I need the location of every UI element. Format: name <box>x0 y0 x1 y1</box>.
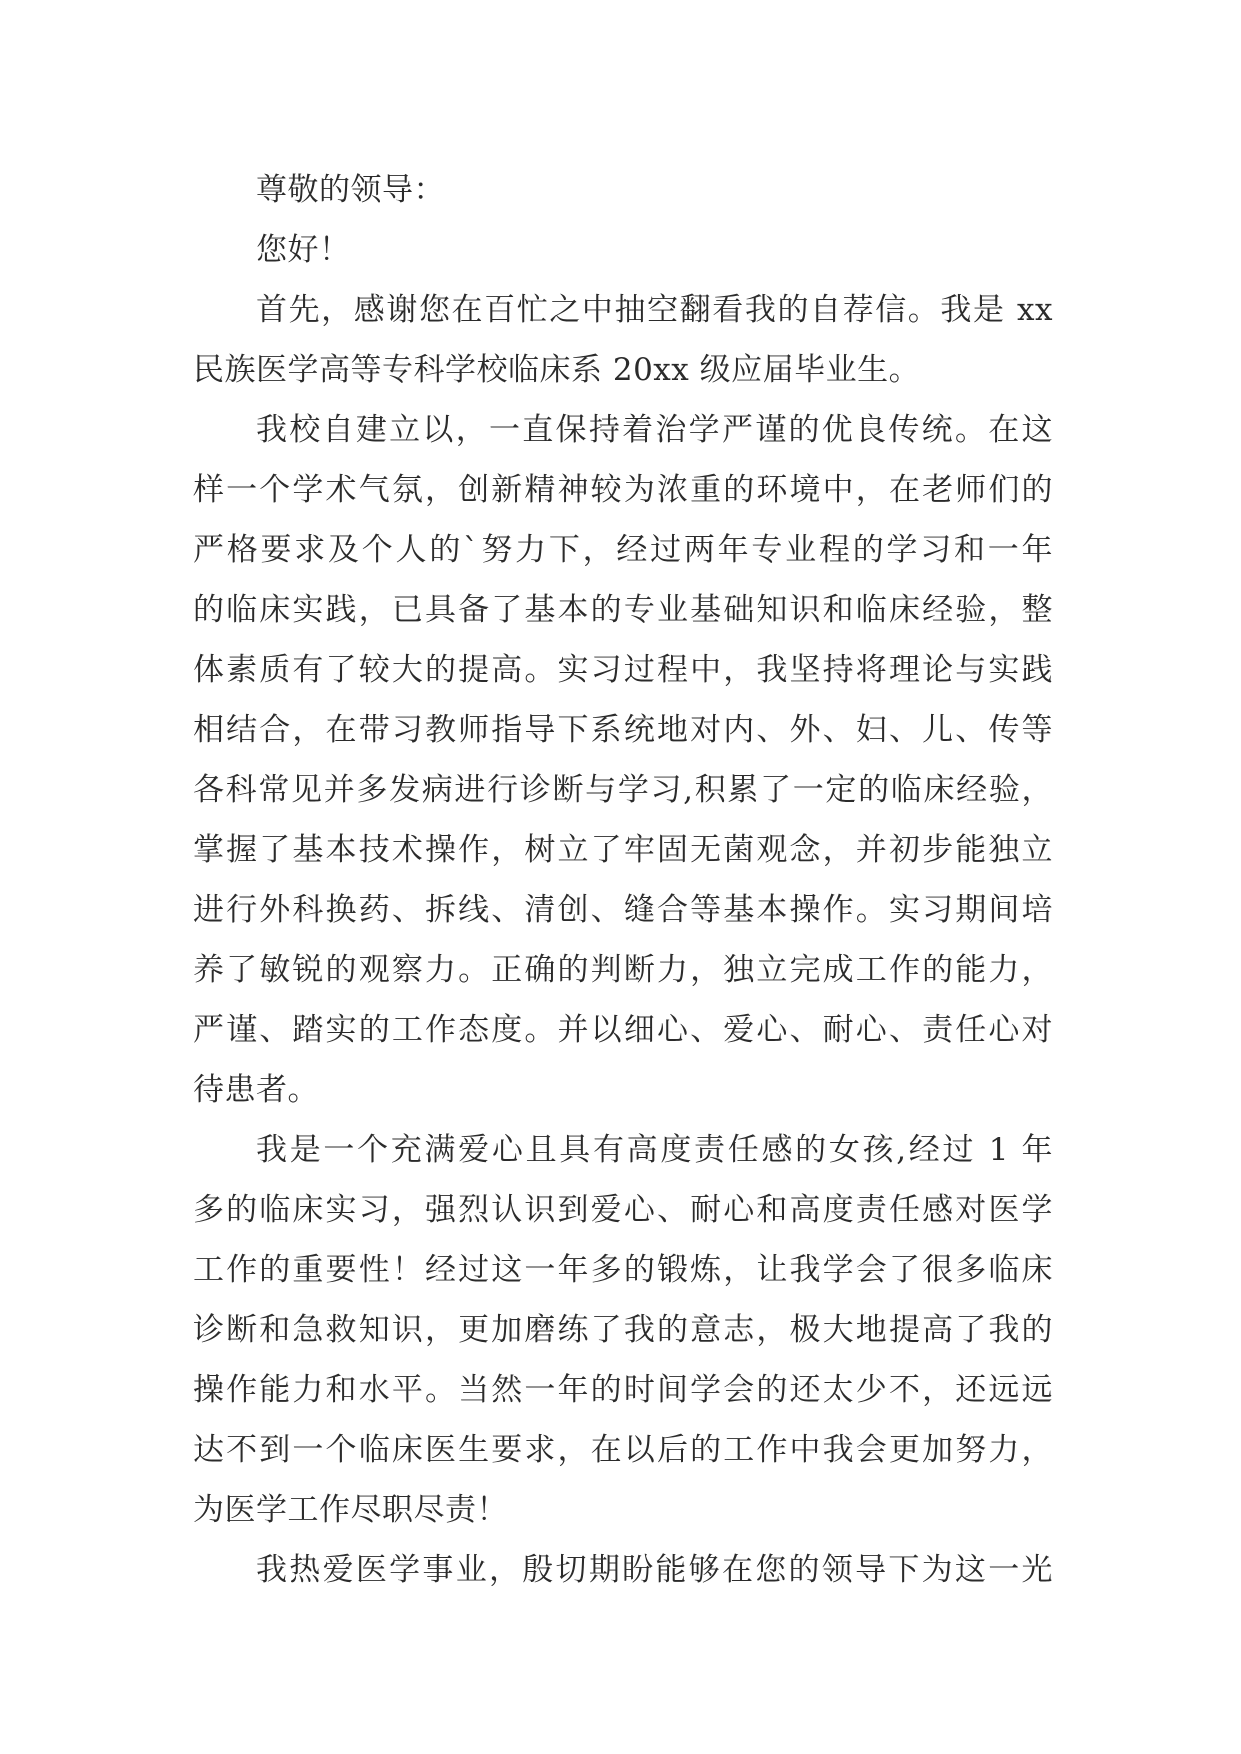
salutation: 尊敬的领导： <box>256 172 445 208</box>
paragraph-2-line-6: 相结合，在带习教师指导下系统地对内、外、妇、儿、传等 <box>193 712 1053 748</box>
paragraph-2-line-12: 待患者。 <box>193 1072 319 1108</box>
paragraph-2-line-4: 的临床实践，已具备了基本的专业基础知识和临床经验，整 <box>193 592 1053 628</box>
paragraph-1-line-2: 民族医学高等专科学校临床系 20xx 级应届毕业生。 <box>193 352 921 388</box>
paragraph-4-line-1: 我热爱医学事业，殷切期盼能够在您的领导下为这一光 <box>256 1552 1053 1588</box>
paragraph-3-line-2: 多的临床实习，强烈认识到爱心、耐心和高度责任感对医学 <box>193 1192 1053 1228</box>
paragraph-2-line-9: 进行外科换药、拆线、清创、缝合等基本操作。实习期间培 <box>193 892 1053 928</box>
letter-body <box>193 160 1053 1600</box>
paragraph-3-line-5: 操作能力和水平。当然一年的时间学会的还太少不，还远远 <box>193 1372 1053 1408</box>
paragraph-1-line-1: 首先，感谢您在百忙之中抽空翻看我的自荐信。我是 xx <box>256 292 1053 328</box>
paragraph-3-line-3: 工作的重要性！经过这一年多的锻炼，让我学会了很多临床 <box>193 1252 1053 1288</box>
paragraph-2-line-11: 严谨、踏实的工作态度。并以细心、爱心、耐心、责任心对 <box>193 1012 1053 1048</box>
paragraph-3-line-6: 达不到一个临床医生要求，在以后的工作中我会更加努力， <box>193 1432 1053 1468</box>
paragraph-2-line-5: 体素质有了较大的提高。实习过程中，我坚持将理论与实践 <box>193 652 1053 688</box>
paragraph-3-line-4: 诊断和急救知识，更加磨练了我的意志，极大地提高了我的 <box>193 1312 1053 1348</box>
paragraph-3-line-7: 为医学工作尽职尽责！ <box>193 1492 508 1528</box>
paragraph-2-line-2: 样一个学术气氛，创新精神较为浓重的环境中，在老师们的 <box>193 472 1053 508</box>
paragraph-2-line-10: 养了敏锐的观察力。正确的判断力，独立完成工作的能力， <box>193 952 1053 988</box>
greeting: 您好！ <box>256 232 351 268</box>
paragraph-2-line-8: 掌握了基本技术操作，树立了牢固无菌观念，并初步能独立 <box>193 832 1053 868</box>
paragraph-2-line-7: 各科常见并多发病进行诊断与学习,积累了一定的临床经验， <box>193 772 1053 808</box>
paragraph-2-line-3: 严格要求及个人的`努力下，经过两年专业程的学习和一年 <box>193 532 1053 568</box>
paragraph-2-line-1: 我校自建立以，一直保持着治学严谨的优良传统。在这 <box>256 412 1053 448</box>
paragraph-3-line-1: 我是一个充满爱心且具有高度责任感的女孩,经过 1 年 <box>256 1132 1053 1168</box>
